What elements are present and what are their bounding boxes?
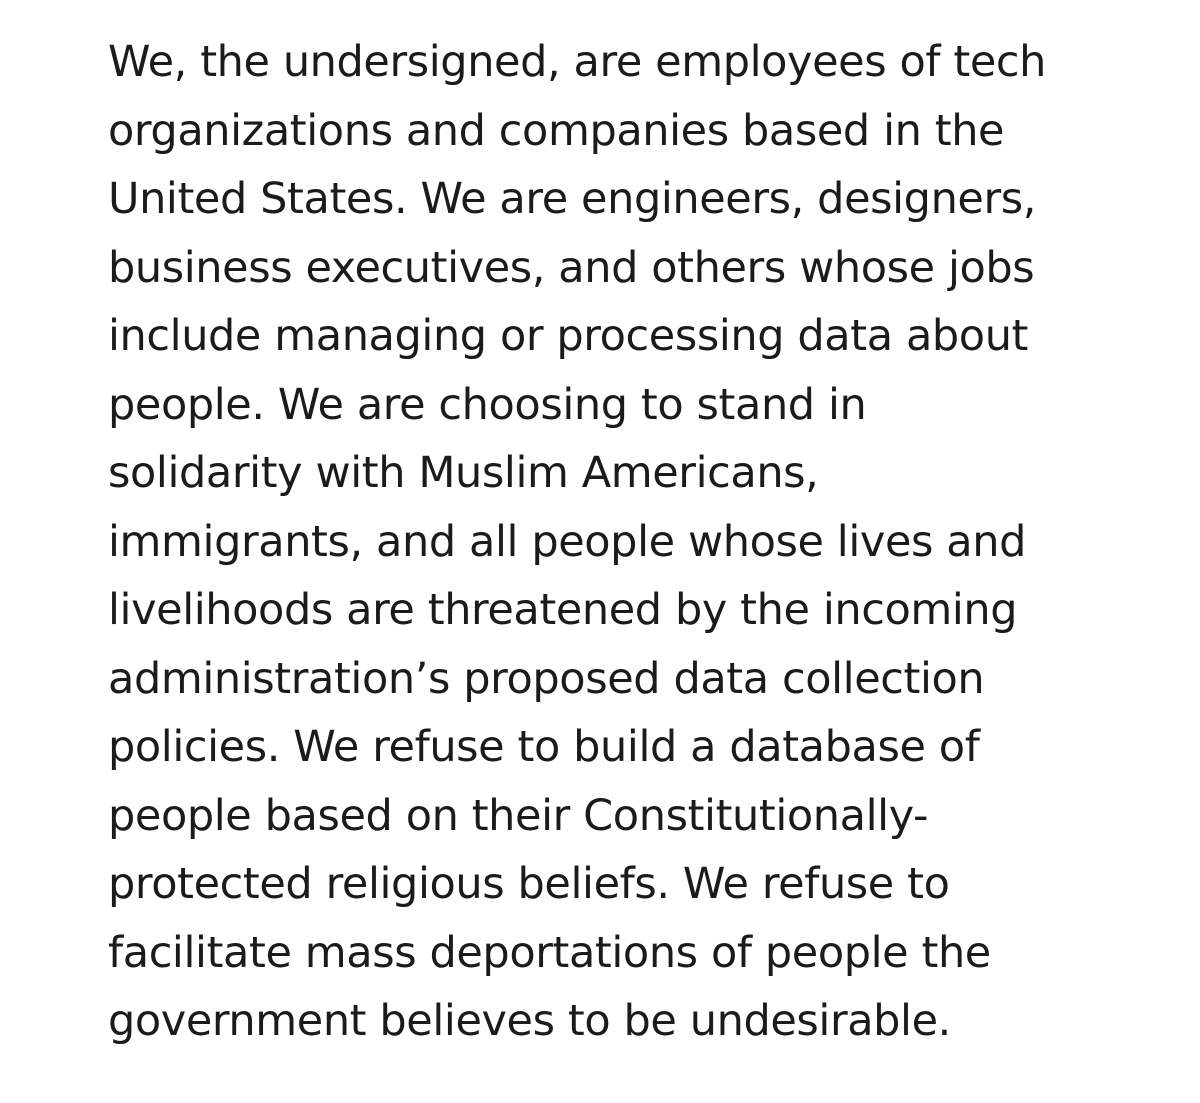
text-line: protected religious beliefs. We refuse to <box>108 859 950 909</box>
text-line: organizations and companies based in the <box>108 105 1005 156</box>
text-line: United States. We are engineers, designers, <box>108 174 1037 224</box>
text-line: policies. We refuse to build a database of <box>108 722 980 772</box>
text-line: administration’s proposed data collection <box>108 653 985 704</box>
text-line: government believes to be undesirable. <box>108 996 951 1046</box>
text-line: immigrants, and all people whose lives and <box>108 516 1026 567</box>
text-line: We, the undersigned, are employees of tech <box>108 37 1046 87</box>
text-line: include managing or processing data about <box>108 311 1029 361</box>
text-line: business executives, and others whose jobs <box>108 242 1035 293</box>
statement-paragraph <box>108 28 1178 1056</box>
text-line: solidarity with Muslim Americans, <box>108 448 819 498</box>
text-line: livelihoods are threatened by the incoming <box>108 585 1018 635</box>
text-line: people based on their Constitutionally- <box>108 790 929 841</box>
text-line: facilitate mass deportations of people the <box>108 927 991 978</box>
text-line: people. We are choosing to stand in <box>108 379 867 430</box>
